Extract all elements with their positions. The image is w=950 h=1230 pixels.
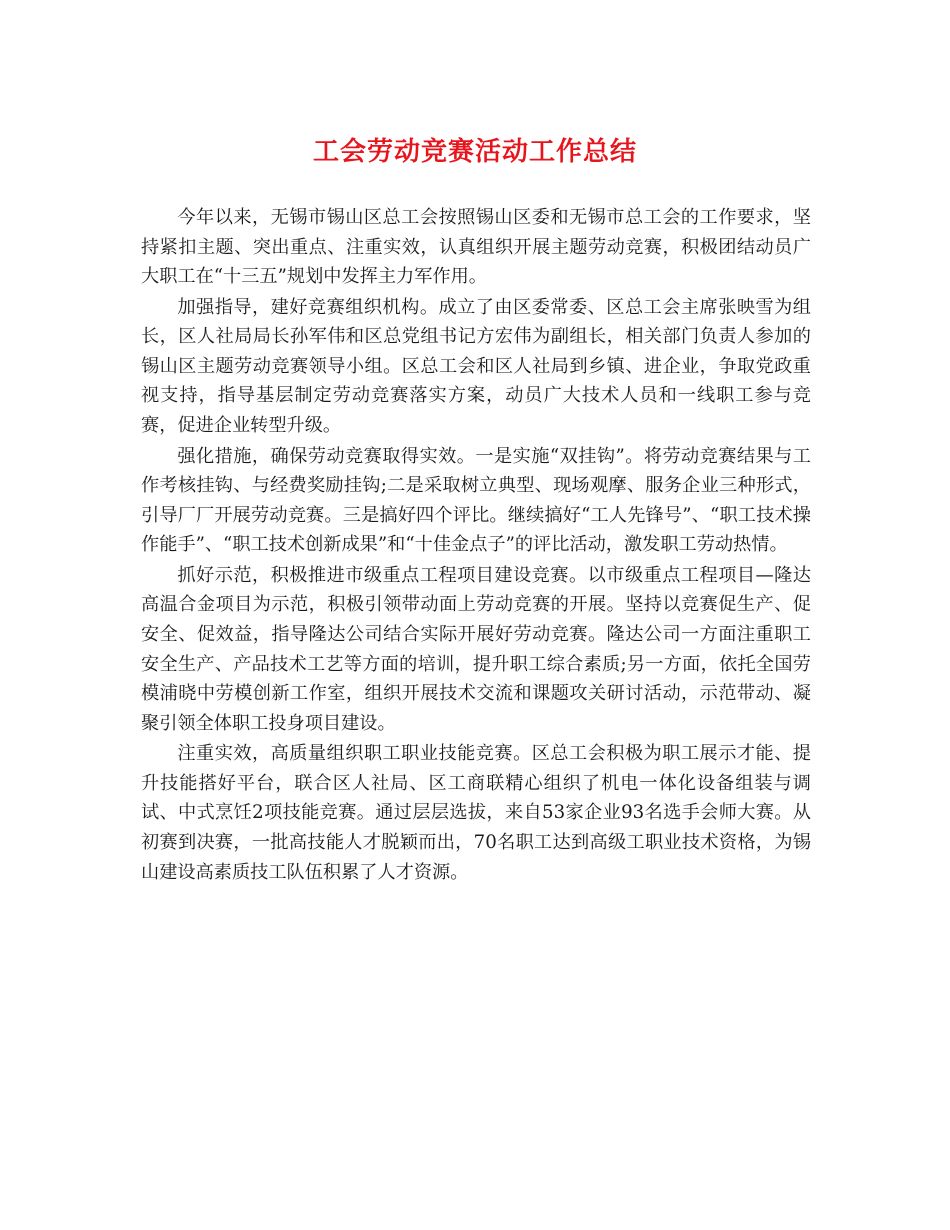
document-body	[141, 203, 811, 888]
paragraph-measures: 强化措施，确保劳动竞赛取得实效。一是实施“双挂钩”。将劳动竞赛结果与工作考核挂钩、与经费奖励挂钩;二是采取树立典型、现场观摩、服务企业三种形式，引导厂厂开展劳动竞赛。三是搞好四个评比。继续搞好“工人先锋号”、“职工技术操作能手”、“职工技术创新成果”和“十佳金点子”的评比活动，激发职工劳动热情。	[141, 445, 811, 556]
paragraph-demonstration: 抓好示范，积极推进市级重点工程项目建设竞赛。以市级重点工程项目—隆达高温合金项目为示范，积极引领带动面上劳动竞赛的开展。坚持以竞赛促生产、促安全、促效益，指导隆达公司结合实际开展好劳动竞赛。隆达公司一方面注重职工安全生产、产品技术工艺等方面的培训，提升职工综合素质;另一方面，依托全国劳模浦晓中劳模创新工作室，组织开展技术交流和课题攻关研讨活动，示范带动、凝聚引领全体职工投身项目建设。	[141, 564, 811, 734]
document-title: 工会劳动竞赛活动工作总结	[312, 137, 637, 167]
paragraph-skills-competition: 注重实效，高质量组织职工职业技能竞赛。区总工会积极为职工展示才能、提升技能搭好平台，联合区人社局、区工商联精心组织了机电一体化设备组装与调试、中式烹饪2项技能竞赛。通过层层选拔，来自53家企业93名选手会师大赛。从初赛到决赛，一批高技能人才脱颖而出，70名职工达到高级工职业技术资格，为锡山建设高素质技工队伍积累了人才资源。	[141, 743, 811, 883]
paragraph-organization: 加强指导，建好竞赛组织机构。成立了由区委常委、区总工会主席张映雪为组长，区人社局局长孙军伟和区总党组书记方宏伟为副组长，相关部门负责人参加的锡山区主题劳动竞赛领导小组。区总工会和区人社局到乡镇、进企业，争取党政重视支持，指导基层制定劳动竞赛落实方案，动员广大技术人员和一线职工参与竞赛，促进企业转型升级。	[141, 296, 811, 437]
paragraph-intro: 今年以来，无锡市锡山区总工会按照锡山区委和无锡市总工会的工作要求，坚持紧扣主题、突出重点、注重实效，认真组织开展主题劳动竞赛，积极团结动员广大职工在“十三五”规划中发挥主力军作用。	[141, 207, 811, 288]
